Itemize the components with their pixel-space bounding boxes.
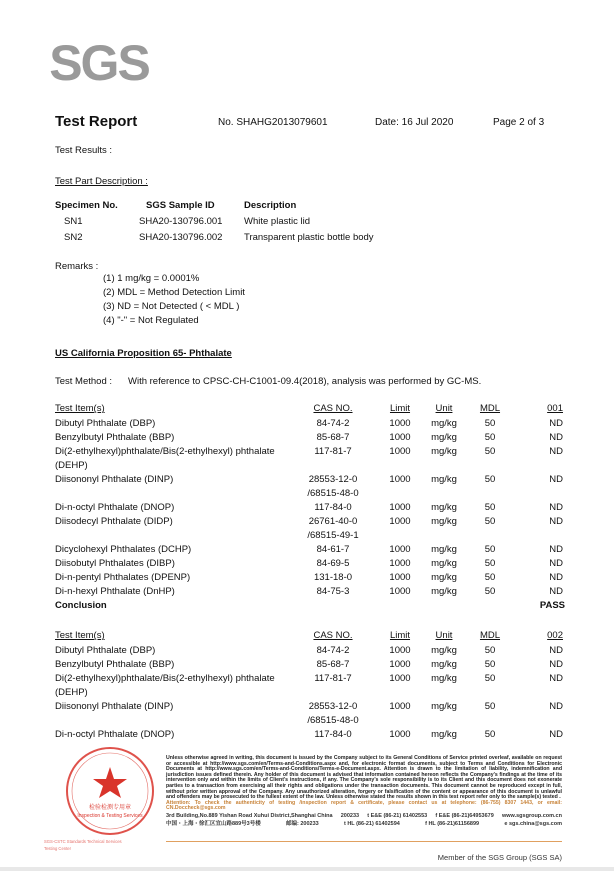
result: ND: [549, 572, 563, 583]
result: ND: [549, 558, 563, 569]
table-row: [55, 644, 565, 658]
cas-no: 85-68-7: [316, 432, 350, 443]
conclusion-row: [55, 599, 565, 613]
remark-item: (2) MDL = Method Detection Limit: [103, 287, 245, 298]
table-row: [55, 543, 565, 557]
company-stamp: [42, 745, 162, 857]
svg-text:检验检测专用章: 检验检测专用章: [88, 804, 132, 811]
cas-no: 28553-12-0 /68515-48-0: [307, 474, 359, 499]
table-row: [55, 473, 565, 501]
cas-no: 84-74-2: [316, 418, 350, 429]
test-item: Diisononyl Phthalate (DINP): [55, 701, 174, 712]
page-number: Page 2 of 3: [493, 117, 545, 128]
svg-text:SGS-CSTC Standards Technical S: SGS-CSTC Standards Technical Services: [44, 839, 122, 844]
mdl: 50: [484, 701, 496, 712]
cas-no: 84-69-5: [316, 558, 350, 569]
limit: Limit: [389, 630, 411, 641]
page-bottom-edge: [0, 867, 614, 871]
limit: 1000: [389, 645, 411, 656]
svg-text:Inspection & Testing Services: Inspection & Testing Services: [77, 813, 143, 819]
unit: mg/kg: [431, 572, 457, 583]
mdl: 50: [484, 558, 496, 569]
test-item: Di-n-pentyl Phthalates (DPENP): [55, 572, 191, 583]
table-row: [55, 557, 565, 571]
result: ND: [549, 701, 563, 712]
cas-no: 84-74-2: [316, 645, 350, 656]
sample-id: SHA20-130796.002: [139, 232, 223, 243]
address-cn: [166, 822, 562, 828]
result: ND: [549, 729, 563, 740]
mdl: 50: [484, 516, 496, 527]
footer-divider: [166, 841, 562, 842]
test-results-label: Test Results :: [55, 145, 113, 156]
unit: mg/kg: [431, 516, 457, 527]
test-item: Dicyclohexyl Phthalates (DCHP): [55, 544, 192, 555]
result: ND: [549, 474, 563, 485]
address: 中国・上海・徐汇区宜山路889号3号楼: [166, 820, 261, 827]
address: 3rd Building,No.889 Yishan Road Xuhui District,Shanghai China: [166, 812, 333, 819]
unit: mg/kg: [431, 558, 457, 569]
results-table-001: [55, 402, 565, 613]
table-row: [55, 728, 565, 742]
description-header: Description: [244, 200, 297, 211]
mdl: MDL: [479, 403, 501, 414]
table-header: [55, 402, 565, 416]
sample-id-header: SGS Sample ID: [146, 200, 215, 211]
test-item: Di(2-ethylhexyl)phthalate/Bis(2-ethylhexyl) phthalate (DEHP): [55, 673, 275, 698]
report-number: No. SHAHG2013079601: [218, 117, 328, 128]
cas-no: 26761-40-0 /68515-49-1: [307, 516, 359, 541]
mdl: MDL: [479, 630, 501, 641]
email: e sgs.china@sgs.com: [504, 820, 562, 827]
table-row: [55, 571, 565, 585]
table-row: [55, 501, 565, 515]
test-item: Diisobutyl Phthalates (DIBP): [55, 558, 175, 569]
unit: mg/kg: [431, 544, 457, 555]
limit: 1000: [389, 659, 411, 670]
fax: f E&E (86-21)64953679: [435, 812, 494, 819]
unit: mg/kg: [431, 701, 457, 712]
mdl: 50: [484, 446, 496, 457]
limit: 1000: [389, 701, 411, 712]
cas-no: 117-81-7: [314, 673, 352, 684]
result: ND: [549, 502, 563, 513]
mdl: 50: [484, 659, 496, 670]
mdl: 50: [484, 544, 496, 555]
result: ND: [549, 516, 563, 527]
unit: mg/kg: [431, 474, 457, 485]
mdl: 50: [484, 586, 496, 597]
unit: mg/kg: [431, 418, 457, 429]
result: ND: [549, 544, 563, 555]
svg-text:SGS: SGS: [49, 35, 149, 91]
results-table-002: [55, 629, 565, 742]
limit: 1000: [389, 586, 411, 597]
test-item: Di-n-hexyl Phthalate (DnHP): [55, 586, 175, 597]
unit: mg/kg: [431, 659, 457, 670]
unit: Unit: [435, 403, 453, 414]
cas-no: 131-18-0: [313, 572, 353, 583]
part-description-heading: Test Part Description :: [55, 176, 148, 187]
result: 001: [547, 403, 563, 414]
website: www.sgsgroup.com.cn: [501, 812, 562, 819]
unit: mg/kg: [431, 729, 457, 740]
mdl: 50: [484, 432, 496, 443]
cas-no: 117-84-0: [314, 729, 352, 740]
svg-text:Testing Center: Testing Center: [44, 846, 71, 851]
table-row: [55, 585, 565, 599]
limit: 1000: [389, 502, 411, 513]
limit: 1000: [389, 544, 411, 555]
specimen-no: SN2: [64, 232, 83, 243]
test-item: Test Item(s): [55, 630, 105, 641]
table-row: [55, 700, 565, 728]
test-item: Dibutyl Phthalate (DBP): [55, 645, 156, 656]
result: ND: [549, 645, 563, 656]
cas-no: CAS NO.: [313, 630, 353, 641]
footer-disclaimer: [166, 756, 562, 827]
remark-item: (3) ND = Not Detected ( < MDL ): [103, 301, 240, 312]
limit: 1000: [389, 673, 411, 684]
test-item: Dibutyl Phthalate (DBP): [55, 418, 156, 429]
phone: t HL (86-21) 61402594: [343, 820, 400, 827]
remark-item: (1) 1 mg/kg = 0.0001%: [103, 273, 200, 284]
limit: 1000: [389, 558, 411, 569]
remarks-label: Remarks :: [55, 261, 99, 272]
authenticity-notice: Attention: To check the authenticity of testing /inspection report & certificate, please contact us at telephone: (86-755) 8307 1443, or email: CN.Doccheck@sgs.com: [166, 799, 562, 812]
result: ND: [549, 446, 563, 457]
test-method-text: With reference to CPSC-CH-C1001-09.4(2018), analysis was performed by GC-MS.: [128, 376, 482, 387]
report-title: Test Report: [55, 113, 138, 130]
specimen-no: SN1: [64, 216, 83, 227]
unit: mg/kg: [431, 432, 457, 443]
test-item: Di(2-ethylhexyl)phthalate/Bis(2-ethylhexyl) phthalate (DEHP): [55, 446, 275, 471]
report-date: Date: 16 Jul 2020: [375, 117, 454, 128]
test-item: Diisodecyl Phthalate (DIDP): [55, 516, 173, 527]
test-item: Di-n-octyl Phthalate (DNOP): [55, 502, 175, 513]
limit: 1000: [389, 418, 411, 429]
test-item: Diisononyl Phthalate (DINP): [55, 474, 174, 485]
unit: mg/kg: [431, 446, 457, 457]
table-row: [55, 431, 565, 445]
disclaimer-text: Unless otherwise agreed in writing, this document is issued by the Company subject to its General Conditions of Service printed overleaf, available on request or accessible at http://www.sgs.com/en/Terms-and-Conditions.aspx and, for electronic format documents, subject to Terms and Conditions for Electronic Documents at http://www.sgs.com/en/Terms-and-Conditions/Terms-e-Document.aspx. Attention is drawn to the limitation of liability, indemnification and jurisdiction issues defined therein. Any holder of this document is advised that information contained hereon reflects the Company's findings at the time of its intervention only and within the limits of Client's instructions, if any. The Company's sole responsibility is to its Client and this document does not exonerate parties to a transaction from exercising all their rights and obligations under the transaction documents. This document cannot be reproduced except in full, without prior written approval of the Company. Any unauthorized alteration, forgery or falsification of the content or appearance of this document is unlawful and offenders may be prosecuted to the fullest extent of the law. Unless otherwise stated the results shown in this test report refer only to the sample(s) tested .: [166, 755, 562, 801]
postcode: 200233: [340, 812, 360, 819]
address-en: [166, 814, 562, 820]
cas-no: 84-75-3: [316, 586, 350, 597]
cas-no: 85-68-7: [316, 659, 350, 670]
sgs-logo: [49, 32, 149, 91]
cas-no: CAS NO.: [313, 403, 353, 414]
postcode: 邮编: 200233: [286, 820, 319, 827]
result: 002: [547, 630, 563, 641]
fax: f HL (86-21)61156899: [425, 820, 480, 827]
limit: Limit: [389, 403, 411, 414]
conclusion-label: Conclusion: [55, 600, 107, 611]
table-row: [55, 515, 565, 543]
test-item: Benzylbutyl Phthalate (BBP): [55, 659, 175, 670]
unit: mg/kg: [431, 586, 457, 597]
limit: 1000: [389, 474, 411, 485]
result: ND: [549, 586, 563, 597]
sample-id: SHA20-130796.001: [139, 216, 223, 227]
mdl: 50: [484, 673, 496, 684]
unit: mg/kg: [431, 673, 457, 684]
result: ND: [549, 673, 563, 684]
result: ND: [549, 432, 563, 443]
unit: Unit: [435, 630, 453, 641]
limit: 1000: [389, 572, 411, 583]
table-row: [55, 658, 565, 672]
member-text: Member of the SGS Group (SGS SA): [437, 853, 562, 862]
test-method-label: Test Method :: [55, 376, 113, 387]
mdl: 50: [484, 645, 496, 656]
limit: 1000: [389, 446, 411, 457]
cas-no: 117-81-7: [314, 446, 352, 457]
limit: 1000: [389, 729, 411, 740]
result: ND: [549, 659, 563, 670]
cas-no: 28553-12-0 /68515-48-0: [307, 701, 359, 726]
table-header: [55, 629, 565, 643]
limit: 1000: [389, 516, 411, 527]
conclusion-value: PASS: [539, 600, 565, 611]
mdl: 50: [484, 502, 496, 513]
unit: mg/kg: [431, 502, 457, 513]
section-title: US California Proposition 65- Phthalate: [55, 348, 232, 359]
table-row: [55, 672, 565, 700]
mdl: 50: [484, 418, 496, 429]
specimen-header: Specimen No.: [55, 200, 118, 211]
test-item: Test Item(s): [55, 403, 105, 414]
result: ND: [549, 418, 563, 429]
table-row: [55, 417, 565, 431]
specimen-description: White plastic lid: [244, 216, 310, 227]
mdl: 50: [484, 729, 496, 740]
test-item: Di-n-octyl Phthalate (DNOP): [55, 729, 175, 740]
test-item: Benzylbutyl Phthalate (BBP): [55, 432, 175, 443]
cas-no: 117-84-0: [314, 502, 352, 513]
unit: mg/kg: [431, 645, 457, 656]
mdl: 50: [484, 474, 496, 485]
limit: 1000: [389, 432, 411, 443]
phone: t E&E (86-21) 61402553: [367, 812, 428, 819]
specimen-description: Transparent plastic bottle body: [244, 232, 374, 243]
remark-item: (4) "-" = Not Regulated: [103, 315, 199, 326]
mdl: 50: [484, 572, 496, 583]
cas-no: 84-61-7: [316, 544, 350, 555]
table-row: [55, 445, 565, 473]
